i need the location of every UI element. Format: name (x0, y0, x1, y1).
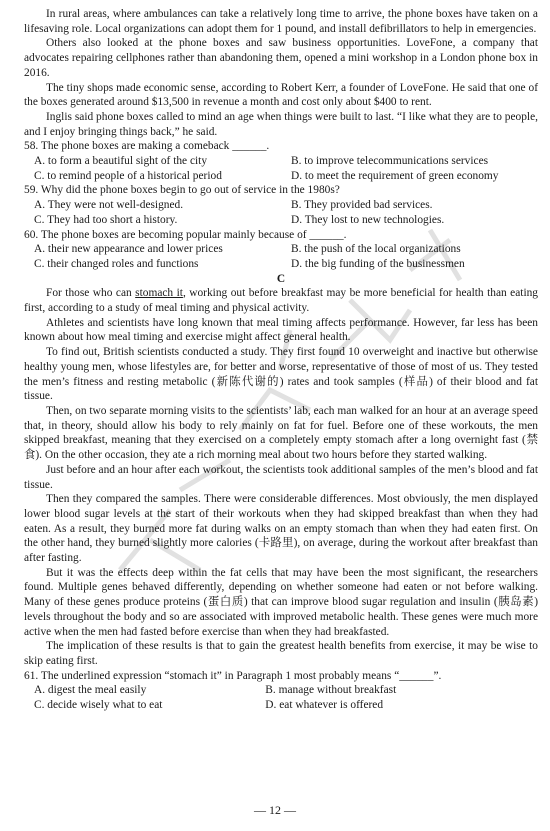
option-d: D. to meet the requirement of green economy (291, 169, 499, 182)
passage-b-paragraph: Others also looked at the phone boxes and saw business opportunities. LoveFone, a company that advocates repairing cellphones rather than abandoning them, opened a mini workshop in a London phone box in 2016. (24, 37, 538, 79)
option-c: C. They had too short a history. (34, 213, 178, 226)
passage-c-paragraph: The implication of these results is that to gain the greatest health benefits from exercise, it may be wise to skip eating first. (24, 640, 538, 667)
question-61 (24, 669, 538, 713)
option-a: A. to form a beautiful sight of the city (34, 155, 208, 168)
passage-c-paragraph-1 (24, 286, 538, 315)
option-b: B. They provided bad services. (291, 199, 433, 212)
option-a: A. digest the meal easily (34, 684, 147, 697)
option-d: D. the big funding of the businessmen (291, 257, 465, 270)
underlined-expression: stomach it (135, 287, 183, 300)
option-c: C. their changed roles and functions (34, 257, 199, 270)
passage-c-paragraph: Then they compared the samples. There were considerable differences. Most obviously, the men displayed lower blood sugar levels at the start of their workouts when they had skipped breakfast than when they had eaten. As a result, they burned more fat during walks on an empty stomach than when they had eaten first. On the other hand, they burned slightly more calories (卡路里), on average, during the workout after breakfast than after fasting. (24, 493, 538, 565)
page-number: — 12 — (254, 803, 296, 817)
question-stem: 60. The phone boxes are becoming popular mainly because of ______. (24, 228, 347, 241)
question-60 (24, 228, 538, 272)
option-d: D. eat whatever is offered (265, 699, 384, 712)
option-b: B. manage without breakfast (265, 684, 397, 697)
passage-c-paragraph: Athletes and scientists have long known that meal timing affects performance. However, far less has been known about how meal timing and exercise might affect general health. (24, 316, 538, 344)
question-stem: 58. The phone boxes are making a comeback ______. (24, 140, 270, 153)
passage-c-paragraph: Then, on two separate morning visits to the scientists’ lab, each man walked for an hour at an average speed that, in theory, should allow his body to rely mainly on fat for fuel. Before one of these workouts, the men skipped breakfast, meaning that they exercised on a completely empty stomach after a long overnight fast (禁食). On the other occasion, they ate a rich morning meal about two hours before they started walking. (24, 404, 538, 462)
passage-c-paragraph: But it was the effects deep within the fat cells that may have been the most significant, the researchers found. Multiple genes behaved differently, depending on whether someone had eaten or not before walking. Many of these genes produce proteins (蛋白质) that can improve blood sugar regulation and insulin (胰岛素) levels throughout the body and so are associated with improved metabolic health. These genes were much more active when the men had fasted before exercise than when they had breakfasted. (24, 566, 538, 638)
option-b: B. to improve telecommunications services (291, 155, 489, 168)
passage-c-paragraph: Just before and an hour after each workout, the scientists took additional samples of the men’s blood and fat tissue. (24, 463, 538, 491)
question-stem: 61. The underlined expression “stomach it” in Paragraph 1 most probably means “______”. (24, 669, 442, 682)
option-c: C. decide wisely what to eat (34, 699, 163, 712)
passage-b-paragraph: The tiny shops made economic sense, according to Robert Kerr, a founder of LoveFone. He said that one of the boxes generated around $13,500 in revenue a month and cost only about $400 to rent. (24, 81, 538, 109)
passage-b-paragraph: In rural areas, where ambulances can take a relatively long time to arrive, the phone boxes have taken on a lifesaving role. Local organizations can adopt them for 1 pound, and install defibrillators to help in emergencies. (24, 8, 538, 35)
page-content (24, 7, 538, 713)
passage-c-paragraph: To find out, British scientists conducted a study. They first found 10 overweight and inactive but otherwise healthy young men, whose lifestyles are, for better and worse, representative of those of most of us. They tested the men’s fitness and resting metabolic (新陈代谢的) rates and took samples (样品) of their blood and fat tissue. (24, 346, 538, 403)
text-run: , working out before breakfast may be more beneficial for health than eating first, according to a study of meal timing and physical activity. (24, 287, 538, 315)
option-b: B. the push of the local organizations (291, 243, 461, 256)
option-d: D. They lost to new technologies. (291, 213, 445, 226)
question-58 (24, 139, 538, 183)
text-run: For those who can (46, 287, 136, 300)
question-stem: 59. Why did the phone boxes begin to go out of service in the 1980s? (24, 184, 340, 197)
option-c: C. to remind people of a historical period (34, 169, 222, 182)
option-a: A. They were not well-designed. (34, 199, 184, 212)
section-title: C (276, 272, 286, 285)
option-a: A. their new appearance and lower prices (34, 243, 223, 256)
passage-b-paragraph: Inglis said phone boxes called to mind an age when things were built to last. “I like what they are to people, and I enjoy bringing things back,” he said. (24, 110, 538, 138)
question-59 (24, 183, 538, 227)
